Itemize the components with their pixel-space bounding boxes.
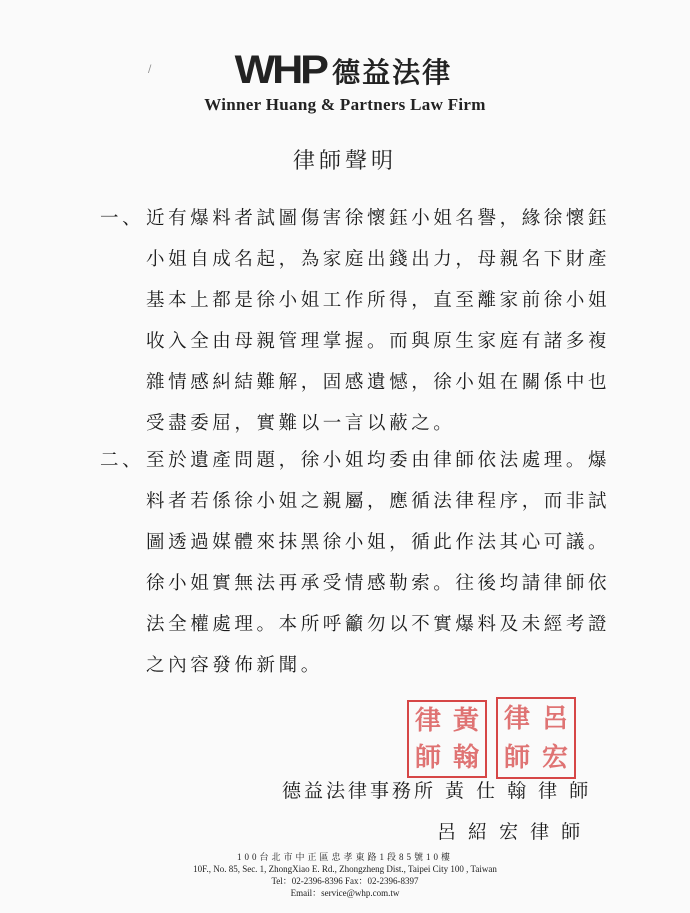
paragraph-marker: 二、 [100, 450, 145, 471]
paragraph-line: 法全權處理。本所呼籲勿以不實爆料及未經考證 [146, 614, 611, 635]
letterhead [0, 48, 690, 115]
signature-firm-huang: 德益法律事務所 黃 仕 翰 律 師 [282, 780, 592, 802]
paragraph-line: 二、至於遺產問題，徐小姐均委由律師依法處理。爆 [100, 440, 600, 481]
paragraph-line: 收入全由母親管理掌握。而與原生家庭有諸多複 [146, 331, 611, 352]
seal-char: 師 [414, 742, 441, 773]
logo-cjk: 德益法律 [332, 55, 453, 89]
paragraph-line: 基本上都是徐小姐工作所得，直至離家前徐小姐 [146, 290, 611, 311]
stray-mark: / [148, 64, 152, 75]
footer-tel-fax: Tel：02-2396-8396 Fax：02-2396-8397 [271, 876, 419, 886]
seal-lu [496, 697, 576, 779]
paragraph-line: 料者若係徐小姐之親屬，應循法律程序，而非試 [146, 491, 611, 512]
seal-char: 師 [503, 742, 530, 773]
footer-address-en: 10F., No. 85, Sec. 1, ZhongXiao E. Rd., Zhongzheng Dist., Taipei City 100 , Taiwan [193, 864, 497, 874]
seal-char: 呂 [541, 703, 568, 734]
seal-char: 翰 [452, 742, 479, 773]
paragraph-line: 一、近有爆料者試圖傷害徐懷鈺小姐名譽，緣徐懷鈺 [100, 198, 600, 239]
paragraph-line: 徐小姐實無法再承受情感勒索。往後均請律師依 [146, 573, 611, 594]
seal-huang [407, 700, 487, 778]
footer [0, 851, 690, 899]
paragraph-line: 受盡委屈，實難以一言以蔽之。 [146, 413, 456, 434]
seal-char: 律 [503, 703, 530, 734]
paragraph-line: 雜情感糾結難解，固感遺憾，徐小姐在關係中也 [146, 372, 611, 393]
paragraph-line: 之內容發佈新聞。 [146, 655, 323, 676]
seal-char: 律 [414, 705, 441, 736]
paragraph-marker: 一、 [100, 208, 145, 229]
paragraph-2 [100, 440, 611, 686]
seal-char: 黃 [452, 705, 479, 736]
footer-email: Email：service@whp.com.tw [290, 888, 400, 898]
paragraph-1 [100, 198, 611, 444]
document-title: 律師聲明 [292, 149, 397, 174]
footer-address-zh: 100台北市中正區忠孝東路1段85號10樓 [236, 852, 453, 862]
seal-char: 宏 [541, 742, 568, 773]
firm-logo [0, 48, 690, 93]
logo-latin: WHP [234, 48, 326, 92]
firm-name-en: Winner Huang & Partners Law Firm [204, 95, 486, 114]
paragraph-line: 圖透過媒體來抹黑徐小姐，循此作法其心可議。 [146, 532, 611, 553]
signature-lu: 呂 紹 宏 律 師 [437, 821, 584, 843]
paragraph-line: 小姐自成名起，為家庭出錢出力，母親名下財產 [146, 249, 611, 270]
